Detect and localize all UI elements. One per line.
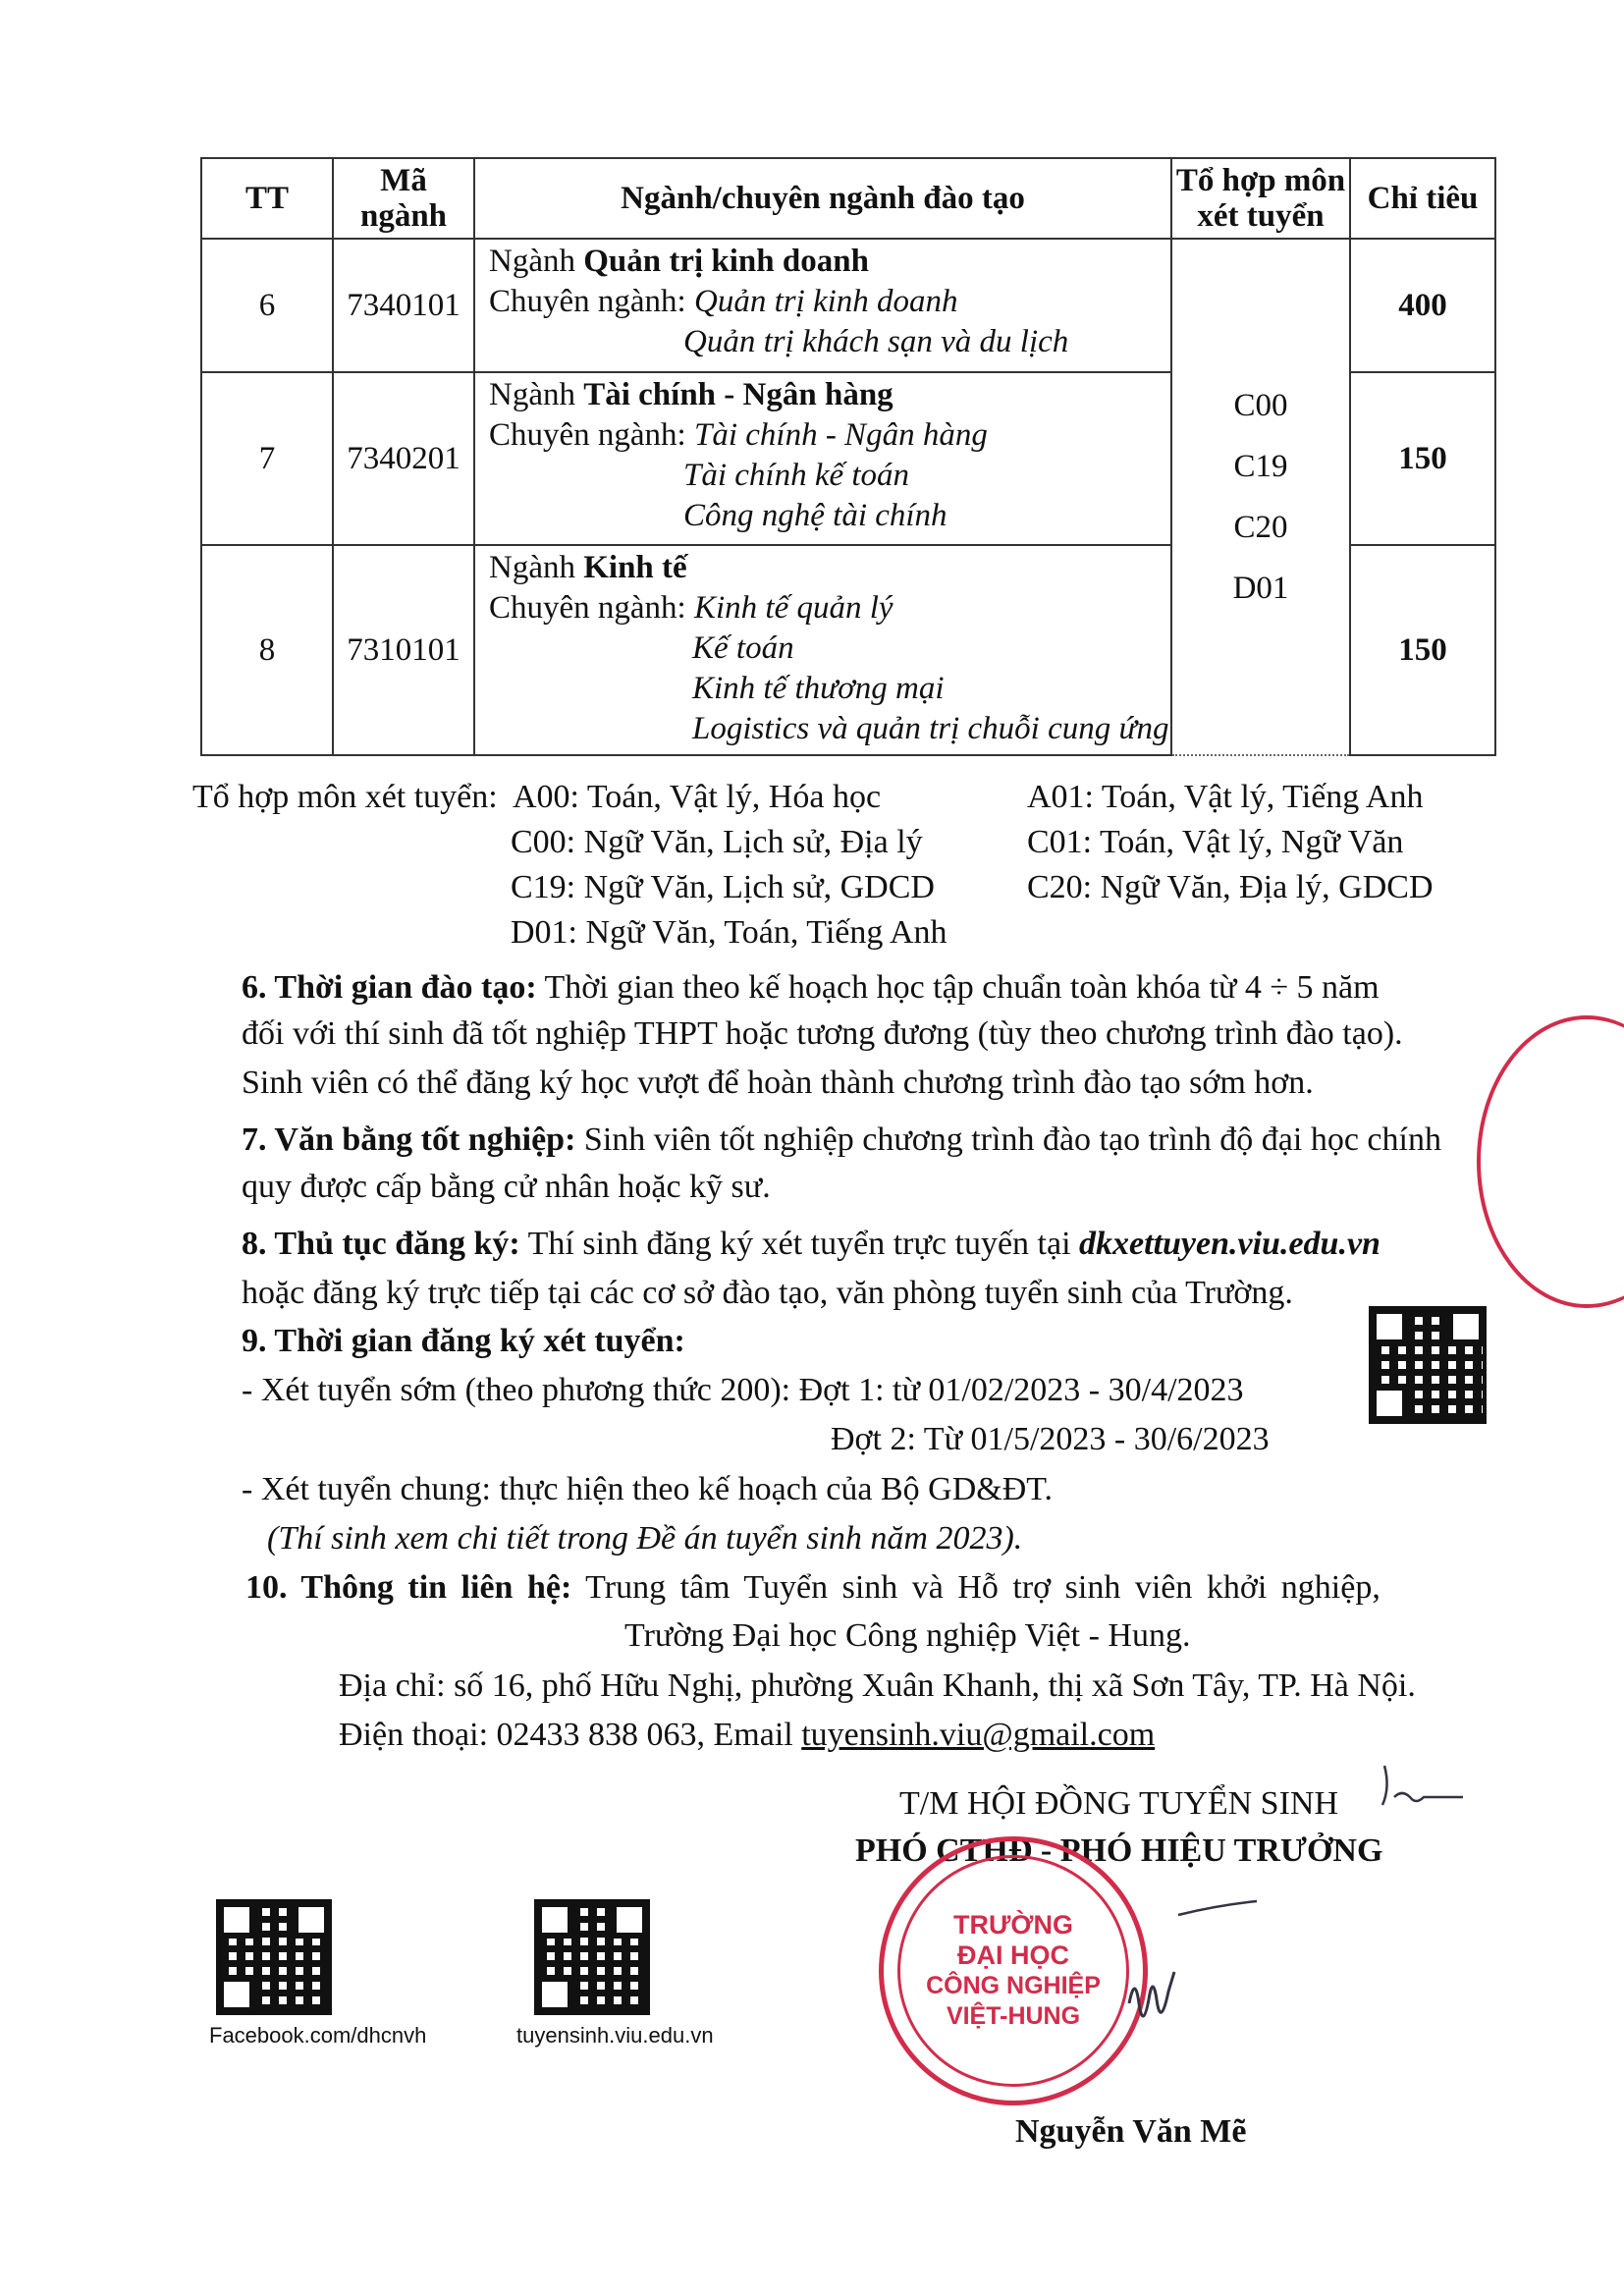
spec-item: Kế toán — [692, 630, 794, 666]
section-9-line: Đợt 2: Từ 01/5/2023 - 30/6/2023 — [831, 1421, 1270, 1457]
email-link[interactable]: tuyensinh.viu@gmail.com — [801, 1717, 1156, 1753]
section-10-line: Trường Đại học Công nghiệp Việt - Hung. — [624, 1617, 1191, 1654]
combinations-label: Tổ hợp môn xét tuyển: — [192, 779, 498, 815]
major-name: Kinh tế — [583, 550, 687, 585]
header-combo-line2: xét tuyển — [1197, 198, 1325, 234]
table-header-row — [201, 158, 1495, 239]
section-7-title: 7. Văn bằng tốt nghiệp: — [242, 1121, 576, 1158]
section-6-line: đối với thí sinh đã tốt nghiệp THPT hoặc tương đương (tùy theo chương trình đào tạo). — [242, 1015, 1403, 1052]
header-tt: TT — [201, 158, 333, 239]
row-code: 7340201 — [333, 372, 474, 545]
signature-scribble — [1100, 1758, 1473, 2092]
row-tt: 6 — [201, 239, 333, 372]
spec-item: Quản trị khách sạn và du lịch — [683, 324, 1069, 359]
combination-item: D01: Ngữ Văn, Toán, Tiếng Anh — [511, 914, 947, 951]
combination-item: A01: Toán, Vật lý, Tiếng Anh — [1027, 779, 1424, 815]
major-name: Tài chính - Ngân hàng — [583, 377, 893, 412]
major-name: Quản trị kinh doanh — [583, 244, 869, 279]
signer-position: PHÓ CTHĐ - PHÓ HIỆU TRƯỞNG — [855, 1832, 1383, 1869]
spec-line — [489, 322, 1170, 362]
spec-item: Tài chính - Ngân hàng — [693, 417, 988, 453]
spec-line — [489, 628, 1170, 669]
section-9-title: 9. Thời gian đăng ký xét tuyển: — [242, 1323, 685, 1359]
header-major: Ngành/chuyên ngành đào tạo — [474, 158, 1171, 239]
spec-item: Logistics và quản trị chuỗi cung ứng — [692, 711, 1169, 746]
combination-item: C00: Ngữ Văn, Lịch sử, Địa lý — [511, 824, 923, 860]
major-line: Ngành Kinh tế — [489, 550, 687, 585]
combination-item: C20: Ngữ Văn, Địa lý, GDCD — [1027, 869, 1434, 905]
combo-item: D01 — [1232, 571, 1289, 606]
row-code: 7310101 — [333, 545, 474, 755]
row-quota: 400 — [1350, 239, 1495, 372]
major-line: Ngành Tài chính - Ngân hàng — [489, 377, 893, 412]
spec-item: Quản trị kinh doanh — [693, 284, 958, 319]
section-10-address: Địa chỉ: số 16, phố Hữu Nghị, phường Xuân Khanh, thị xã Sơn Tây, TP. Hà Nội. — [339, 1667, 1416, 1704]
qr-code-registration — [1369, 1306, 1487, 1424]
header-combo-line1: Tổ hợp môn — [1175, 163, 1346, 198]
header-combo — [1171, 158, 1350, 239]
row-major-desc — [474, 372, 1171, 545]
combo-item: C20 — [1233, 510, 1288, 545]
row-quota: 150 — [1350, 372, 1495, 545]
section-6-line: Sinh viên có thể đăng ký học vượt để hoàn thành chương trình đào tạo sớm hơn. — [242, 1065, 1314, 1101]
combo-cell — [1171, 239, 1350, 755]
header-code: Mã ngành — [333, 158, 474, 239]
section-8-line: hoặc đăng ký trực tiếp tại các cơ sở đào tạo, văn phòng tuyển sinh của Trường. — [242, 1275, 1293, 1311]
spec-item: Kinh tế quản lý — [693, 590, 893, 626]
qr-caption-website: tuyensinh.viu.edu.vn — [516, 2023, 714, 2048]
qr-code-facebook — [216, 1899, 332, 2015]
header-quota: Chỉ tiêu — [1350, 158, 1495, 239]
spec-line: Chuyên ngành: Tài chính - Ngân hàng — [489, 417, 988, 453]
combo-item: C00 — [1233, 388, 1288, 423]
seal-line: CÔNG NGHIỆP — [926, 1972, 1101, 1999]
spec-line — [489, 496, 1170, 536]
section-10-title: 10. Thông tin liên hệ: — [245, 1569, 572, 1606]
spec-line: Chuyên ngành: Kinh tế quản lý — [489, 590, 893, 626]
seal-line: VIỆT-HUNG — [946, 2002, 1081, 2030]
row-major-desc — [474, 545, 1171, 755]
combo-item: C19 — [1233, 449, 1288, 484]
qr-code-website — [534, 1899, 650, 2015]
row-tt: 7 — [201, 372, 333, 545]
row-tt: 8 — [201, 545, 333, 755]
spec-item: Tài chính kế toán — [683, 458, 910, 493]
combination-item: A00: Toán, Vật lý, Hóa học — [513, 779, 882, 815]
combination-item: C01: Toán, Vật lý, Ngữ Văn — [1027, 824, 1404, 860]
section-8-title: 8. Thủ tục đăng ký: — [242, 1226, 520, 1262]
seal-line: TRƯỜNG — [953, 1910, 1073, 1940]
signer-name: Nguyễn Văn Mẽ — [1015, 2113, 1247, 2150]
section-9-line: - Xét tuyển sớm (theo phương thức 200): Đợt 1: từ 01/02/2023 - 30/4/2023 — [242, 1372, 1244, 1408]
row-code: 7340101 — [333, 239, 474, 372]
section-10-line: 10. Thông tin liên hệ: Trung tâm Tuyển sinh và Hỗ trợ sinh viên khởi nghiệp, — [245, 1569, 1380, 1606]
spec-line: Chuyên ngành: Quản trị kinh doanh — [489, 284, 958, 319]
spec-line — [489, 709, 1170, 749]
admission-quota-table — [200, 157, 1496, 756]
council-title: T/M HỘI ĐỒNG TUYỂN SINH — [899, 1785, 1339, 1822]
section-9-note: (Thí sinh xem chi tiết trong Đề án tuyển sinh năm 2023). — [267, 1520, 1023, 1557]
registration-link[interactable]: dkxettuyen.viu.edu.vn — [1079, 1226, 1380, 1262]
major-line: Ngành Quản trị kinh doanh — [489, 244, 869, 279]
section-6-line: 6. Thời gian đào tạo: Thời gian theo kế hoạch học tập chuẩn toàn khóa từ 4 ÷ 5 năm — [242, 969, 1380, 1006]
row-major-desc — [474, 239, 1171, 372]
spec-line — [489, 456, 1170, 496]
row-quota: 150 — [1350, 545, 1495, 755]
section-6-title: 6. Thời gian đào tạo: — [242, 969, 537, 1006]
seal-fragment — [1477, 1015, 1624, 1308]
section-8-line: 8. Thủ tục đăng ký: Thí sinh đăng ký xét tuyển trực tuyến tại dkxettuyen.viu.edu.vn — [242, 1226, 1380, 1262]
table-row — [201, 239, 1495, 372]
spec-item: Kinh tế thương mại — [692, 671, 945, 706]
seal-line: ĐẠI HỌC — [957, 1940, 1069, 1970]
spec-item: Công nghệ tài chính — [683, 498, 947, 533]
section-10-contact: Điện thoại: 02433 838 063, Email tuyensinh.viu@gmail.com — [339, 1717, 1156, 1753]
combination-item: C19: Ngữ Văn, Lịch sử, GDCD — [511, 869, 935, 905]
section-9-line: - Xét tuyển chung: thực hiện theo kế hoạch của Bộ GD&ĐT. — [242, 1471, 1054, 1507]
spec-line — [489, 669, 1170, 709]
section-7-line: 7. Văn bằng tốt nghiệp: Sinh viên tốt nghiệp chương trình đào tạo trình độ đại học chính — [242, 1121, 1441, 1158]
qr-caption-facebook: Facebook.com/dhcnvh — [209, 2023, 427, 2048]
section-7-line: quy được cấp bằng cử nhân hoặc kỹ sư. — [242, 1169, 771, 1205]
